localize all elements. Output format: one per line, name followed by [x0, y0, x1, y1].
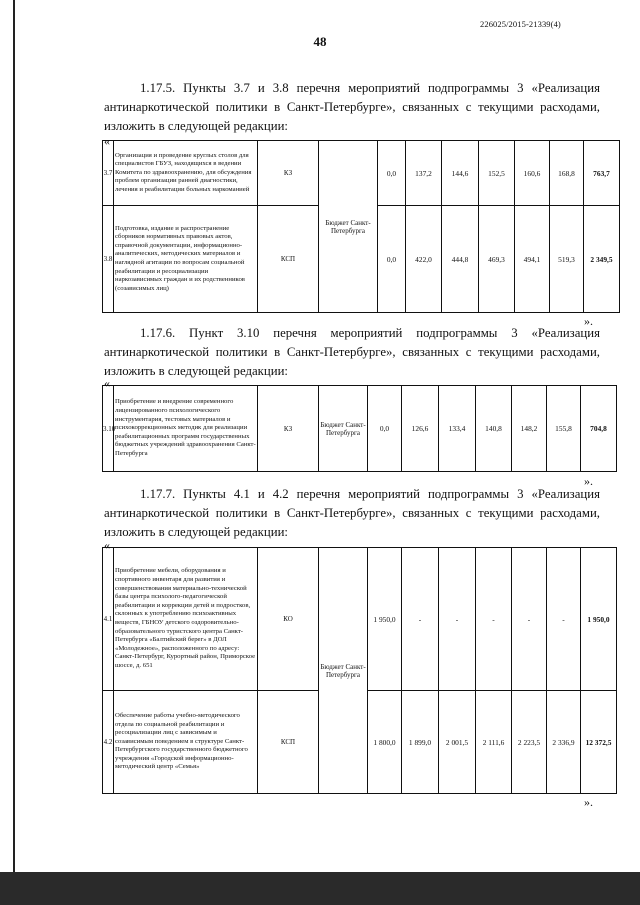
value-cell: -	[547, 548, 581, 691]
value-cell: -	[512, 548, 547, 691]
close-quote: ».	[584, 474, 593, 488]
open-quote: «	[104, 538, 110, 552]
value-cell: 133,4	[439, 386, 476, 472]
scan-bottom-band	[0, 872, 640, 905]
value-cell: -	[476, 548, 512, 691]
value-cell: -	[439, 548, 476, 691]
total-cell: 704,8	[590, 424, 607, 433]
row-number: 4.1	[103, 548, 114, 691]
value-cell: 469,3	[479, 206, 515, 313]
measures-table-2	[102, 385, 617, 472]
value-cell: 494,1	[515, 206, 550, 313]
table-row	[103, 548, 617, 691]
value-cell: 1 899,0	[402, 691, 439, 794]
measures-table-1	[102, 140, 620, 313]
paragraph-line: антинаркотической политики в Санкт-Петербурге», связанных с текущими расходами,	[104, 345, 600, 360]
value-cell: 1 950,0	[368, 548, 402, 691]
table-row	[103, 386, 617, 472]
value-cell: 168,8	[550, 141, 584, 206]
value-cell: 0,0	[368, 386, 402, 472]
document-id: 226025/2015-21339(4)	[480, 19, 561, 29]
value-cell: 444,8	[442, 206, 479, 313]
paragraph-1-17-6	[104, 324, 600, 382]
value-cell: 2 001,5	[439, 691, 476, 794]
row-number: 3.10	[103, 386, 114, 472]
value-cell: -	[402, 548, 439, 691]
value-cell: 422,0	[406, 206, 442, 313]
funding-source: Бюджет Санкт-Петербурга	[319, 141, 378, 313]
value-cell: 152,5	[479, 141, 515, 206]
row-number: 3.7	[103, 141, 114, 206]
table-row	[103, 141, 620, 206]
value-cell: 137,2	[406, 141, 442, 206]
row-description: Приобретение и внедрение современного лицензированного психологического инструментария, тестовых материалов и психокоррекционных методик для реализации реабилитационных программ государственных бюджетных учреждений здравоохранения Санкт-Петербурга	[114, 386, 258, 472]
row-description: Обеспечение работы учебно-методического отдела по социальной реабилитации и ресоциализации лиц с зависимым и созависимым поведением в структуре Санкт-Петербургского государственного бюджетного учреждения «Городской информационно-методический центр «Семья»	[114, 691, 258, 794]
row-executor: КСП	[258, 206, 319, 313]
row-executor: КО	[258, 548, 319, 691]
row-description: Приобретение мебели, оборудования и спортивного инвентаря для развития и совершенствования материально-технической базы центра психолого-педагогической реабилитации и коррекции детей и подростков, склонных к употреблению психоактивных веществ, ГБНОУ детского оздоровительно-образовательного туристского центра Санкт-Петербурга «Балтийский берег» в ДОЛ «Молодежное», расположенного по адресу: Санкт-Петербург, Курортный район, Приморское шоссе, д. 651	[114, 548, 258, 691]
funding-source: Бюджет Санкт-Петербурга	[319, 386, 368, 472]
value-cell: 1 800,0	[368, 691, 402, 794]
page-number: 48	[313, 34, 327, 49]
row-description: Организация и проведение круглых столов для специалистов ГБУЗ, находящихся в ведении Комитета по здравоохранению, для обсуждения проблем организации ранней диагностики, лечения и реабилитации больных наркоманией	[114, 141, 258, 206]
row-executor: КСП	[258, 691, 319, 794]
paragraph-line: 1.17.7. Пункты 4.1 и 4.2 перечня мероприятий подпрограммы 3 «Реализация	[140, 487, 600, 501]
value-cell: 144,6	[442, 141, 479, 206]
close-quote: ».	[584, 795, 593, 809]
value-cell: 155,8	[547, 386, 581, 472]
value-cell: 148,2	[512, 386, 547, 472]
value-cell: 519,3	[550, 206, 584, 313]
value-cell: 126,6	[402, 386, 439, 472]
row-number: 4.2	[103, 691, 114, 794]
paragraph-line: 1.17.6. Пункт 3.10 перечня мероприятий подпрограммы 3 «Реализация	[140, 326, 600, 340]
measures-table-3	[102, 547, 617, 794]
row-description: Подготовка, издание и распространение сборников нормативных правовых актов, справочной документации, информационно-аналитических, методических материалов и наглядной агитации по вопросам социальной реабилитации и ресоциализации наркозависимых граждан и их родственников (созависимых лиц)	[114, 206, 258, 313]
close-quote: ».	[584, 314, 593, 328]
open-quote: «	[104, 134, 110, 148]
value-cell: 160,6	[515, 141, 550, 206]
paragraph-line: изложить в следующей редакции:	[104, 119, 288, 134]
value-cell: 2 111,6	[476, 691, 512, 794]
total-cell: 1 950,0	[587, 614, 610, 624]
paragraph-line: изложить в следующей редакции:	[104, 525, 288, 540]
total-cell: 12 372,5	[585, 737, 612, 747]
value-cell: 140,8	[476, 386, 512, 472]
paragraph-line: антинаркотической политики в Санкт-Петербурге», связанных с текущими расходами,	[104, 506, 600, 521]
paragraph-1-17-7	[104, 485, 600, 543]
row-number: 3.8	[103, 206, 114, 313]
paragraph-line: изложить в следующей редакции:	[104, 364, 288, 379]
value-cell: 2 336,9	[547, 691, 581, 794]
row-executor: КЗ	[258, 141, 319, 206]
total-cell: 2 349,5	[590, 254, 613, 264]
value-cell: 0,0	[378, 206, 406, 313]
row-executor: КЗ	[258, 386, 319, 472]
paragraph-line: 1.17.5. Пункты 3.7 и 3.8 перечня мероприятий подпрограммы 3 «Реализация	[140, 81, 600, 95]
value-cell: 0,0	[378, 141, 406, 206]
funding-source: Бюджет Санкт-Петербурга	[319, 548, 368, 794]
paragraph-line: антинаркотической политики в Санкт-Петербурге», связанных с текущими расходами,	[104, 100, 600, 115]
total-cell: 763,7	[593, 168, 610, 178]
page-left-edge	[13, 0, 15, 872]
open-quote: «	[104, 376, 110, 390]
paragraph-1-17-5	[104, 79, 600, 137]
value-cell: 2 223,5	[512, 691, 547, 794]
